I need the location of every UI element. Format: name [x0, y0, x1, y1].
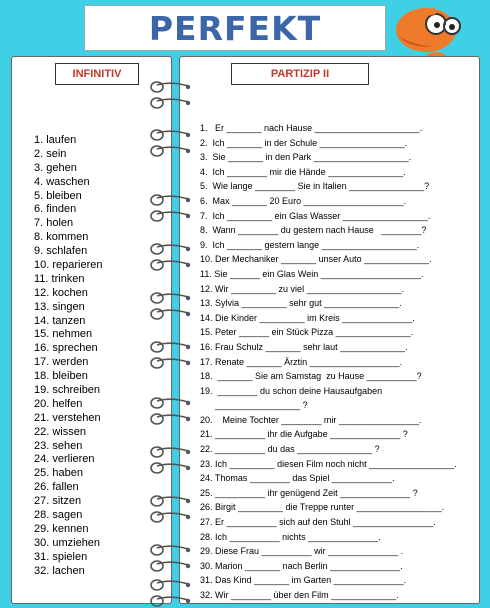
list-item: 6. finden: [34, 203, 77, 216]
binder-ring: [148, 242, 194, 256]
list-item: 24. verlieren: [34, 453, 95, 466]
list-item: 2. sein: [34, 147, 67, 160]
exercise-line: 12. Wir _________ zu viel ___________________.: [200, 283, 405, 294]
binder-ring: [148, 412, 194, 426]
list-item: 32. lachen: [34, 564, 85, 577]
exercise-line: 23. Ich _________ diesen Film noch nicht _________________.: [200, 458, 457, 469]
exercise-line: 19. ________ du schon deine Hausaufgaben: [200, 385, 383, 396]
exercise-line: 30. Marion _______ nach Berlin ______________.: [200, 560, 403, 571]
binder-ring: [148, 356, 194, 370]
list-item: 16. sprechen: [34, 342, 98, 355]
list-item: 11. trinken: [34, 272, 85, 285]
binder-ring: [148, 510, 194, 524]
list-item: 20. helfen: [34, 397, 83, 410]
binder-ring: [148, 80, 194, 94]
exercise-line: 3. Sie _______ in den Park ___________________.: [200, 152, 412, 163]
exercise-line: 22. __________ du das _______________ ?: [200, 444, 380, 455]
list-item: 19. schreiben: [34, 384, 101, 397]
binder-ring: [148, 193, 194, 207]
binder-ring: [148, 594, 194, 608]
page-title: PERFEKT: [148, 9, 322, 48]
exercise-line: 4. Ich ________ mir die Hände _______________.: [200, 166, 406, 177]
binder-ring: [148, 494, 194, 508]
list-item: 10. reparieren: [34, 259, 103, 272]
binder-ring: [148, 144, 194, 158]
exercise-line: 2. Ich _______ in der Schule _________________.: [200, 137, 408, 148]
binder-ring: [148, 445, 194, 459]
exercise-line: 13. Sylvia _________ sehr gut _______________.: [200, 298, 402, 309]
list-item: 15. nehmen: [34, 328, 93, 341]
list-item: 14. tanzen: [34, 314, 86, 327]
list-item: 12. kochen: [34, 286, 88, 299]
exercise-line: 25. __________ ihr genügend Zeit ______________ ?: [200, 487, 418, 498]
list-item: 31. spielen: [34, 550, 88, 563]
binder-ring: [148, 340, 194, 354]
exercise-line: 1. Er _______ nach Hause _____________________.: [200, 123, 423, 133]
exercise-line: 9. Ich _______ gestern lange ___________________.: [200, 239, 420, 250]
list-item: 28. sagen: [34, 509, 83, 522]
exercise-line: 7. Ich _________ ein Glas Wasser _________________.: [200, 210, 431, 221]
title-box: [84, 5, 386, 51]
list-item: 30. umziehen: [34, 536, 101, 549]
list-item: 29. kennen: [34, 522, 89, 535]
list-item: 27. sitzen: [34, 495, 82, 508]
binder-ring: [148, 396, 194, 410]
exercise-line: 8. Wann ________ du gestern nach Hause ________?: [200, 225, 427, 236]
exercise-line: 21. __________ ihr die Aufgabe ______________ ?: [200, 429, 408, 440]
list-item: 21. verstehen: [34, 411, 101, 424]
binder-ring: [148, 307, 194, 321]
partizip-header: PARTIZIP II: [231, 63, 369, 85]
binder-ring: [148, 461, 194, 475]
exercise-line: 29. Diese Frau __________ wir ______________ .: [200, 546, 404, 557]
list-item: 8. kommen: [34, 231, 89, 244]
list-item: 5. bleiben: [34, 189, 82, 202]
exercise-line: 26. Birgit _________ die Treppe runter _________________.: [200, 502, 445, 513]
exercise-line: 16. Frau Schulz _______ sehr laut _____________.: [200, 341, 408, 352]
binder-ring: [148, 209, 194, 223]
exercise-line: 10. Der Mechaniker _______ unser Auto _____________.: [200, 254, 432, 265]
exercise-line: _________________ ?: [200, 400, 308, 411]
exercise-line: 24. Thomas ________ das Spiel ____________.: [200, 473, 395, 484]
list-item: 22. wissen: [34, 425, 86, 438]
exercise-line: 27. Er __________ sich auf den Stuhl ________________.: [200, 517, 436, 528]
list-item: 25. haben: [34, 467, 83, 480]
exercise-line: 17. Renate _______ Ärztin __________________.: [200, 356, 403, 367]
binder-ring: [148, 578, 194, 592]
infinitiv-header: INFINITIV: [55, 63, 139, 85]
binder-ring: [148, 96, 194, 110]
list-item: 13. singen: [34, 300, 85, 313]
binder-ring: [148, 543, 194, 557]
exercise-line: 11. Sie ______ ein Glas Wein ____________________.: [200, 268, 424, 279]
binder-ring: [148, 291, 194, 305]
list-item: 4. waschen: [34, 175, 90, 188]
list-item: 7. holen: [34, 217, 74, 230]
list-item: 18. bleiben: [34, 370, 88, 383]
infinitive-list: [34, 134, 103, 579]
binder-ring: [148, 258, 194, 272]
exercise-list: [200, 121, 457, 603]
exercise-line: 6. Max _______ 20 Euro ____________________.: [200, 195, 407, 206]
exercise-line: 14. Die Kinder _________ im Kreis ______________.: [200, 312, 415, 323]
exercise-line: 5. Wie lange ________ Sie in Italien _______________?: [200, 181, 430, 192]
list-item: 1. laufen: [34, 134, 77, 146]
list-item: 3. gehen: [34, 161, 77, 174]
list-item: 23. sehen: [34, 439, 83, 452]
exercise-line: 32. Wir ________ über den Film _____________.: [200, 590, 399, 600]
list-item: 26. fallen: [34, 481, 79, 494]
binder-ring: [148, 559, 194, 573]
list-item: 17. werden: [34, 356, 89, 369]
exercise-line: 15. Peter ______ ein Stück Pizza _______________.: [200, 327, 414, 338]
list-item: 9. schlafen: [34, 245, 88, 258]
exercise-line: 20. Meine Tochter ________ mir ________________.: [200, 414, 422, 425]
binder-ring: [148, 128, 194, 142]
exercise-line: 18. _______ Sie am Samstag zu Hause __________?: [200, 371, 422, 382]
exercise-line: 31. Das Kind _______ im Garten ______________.: [200, 575, 407, 586]
exercise-line: 28. Ich __________ nichts ______________.: [200, 531, 381, 542]
